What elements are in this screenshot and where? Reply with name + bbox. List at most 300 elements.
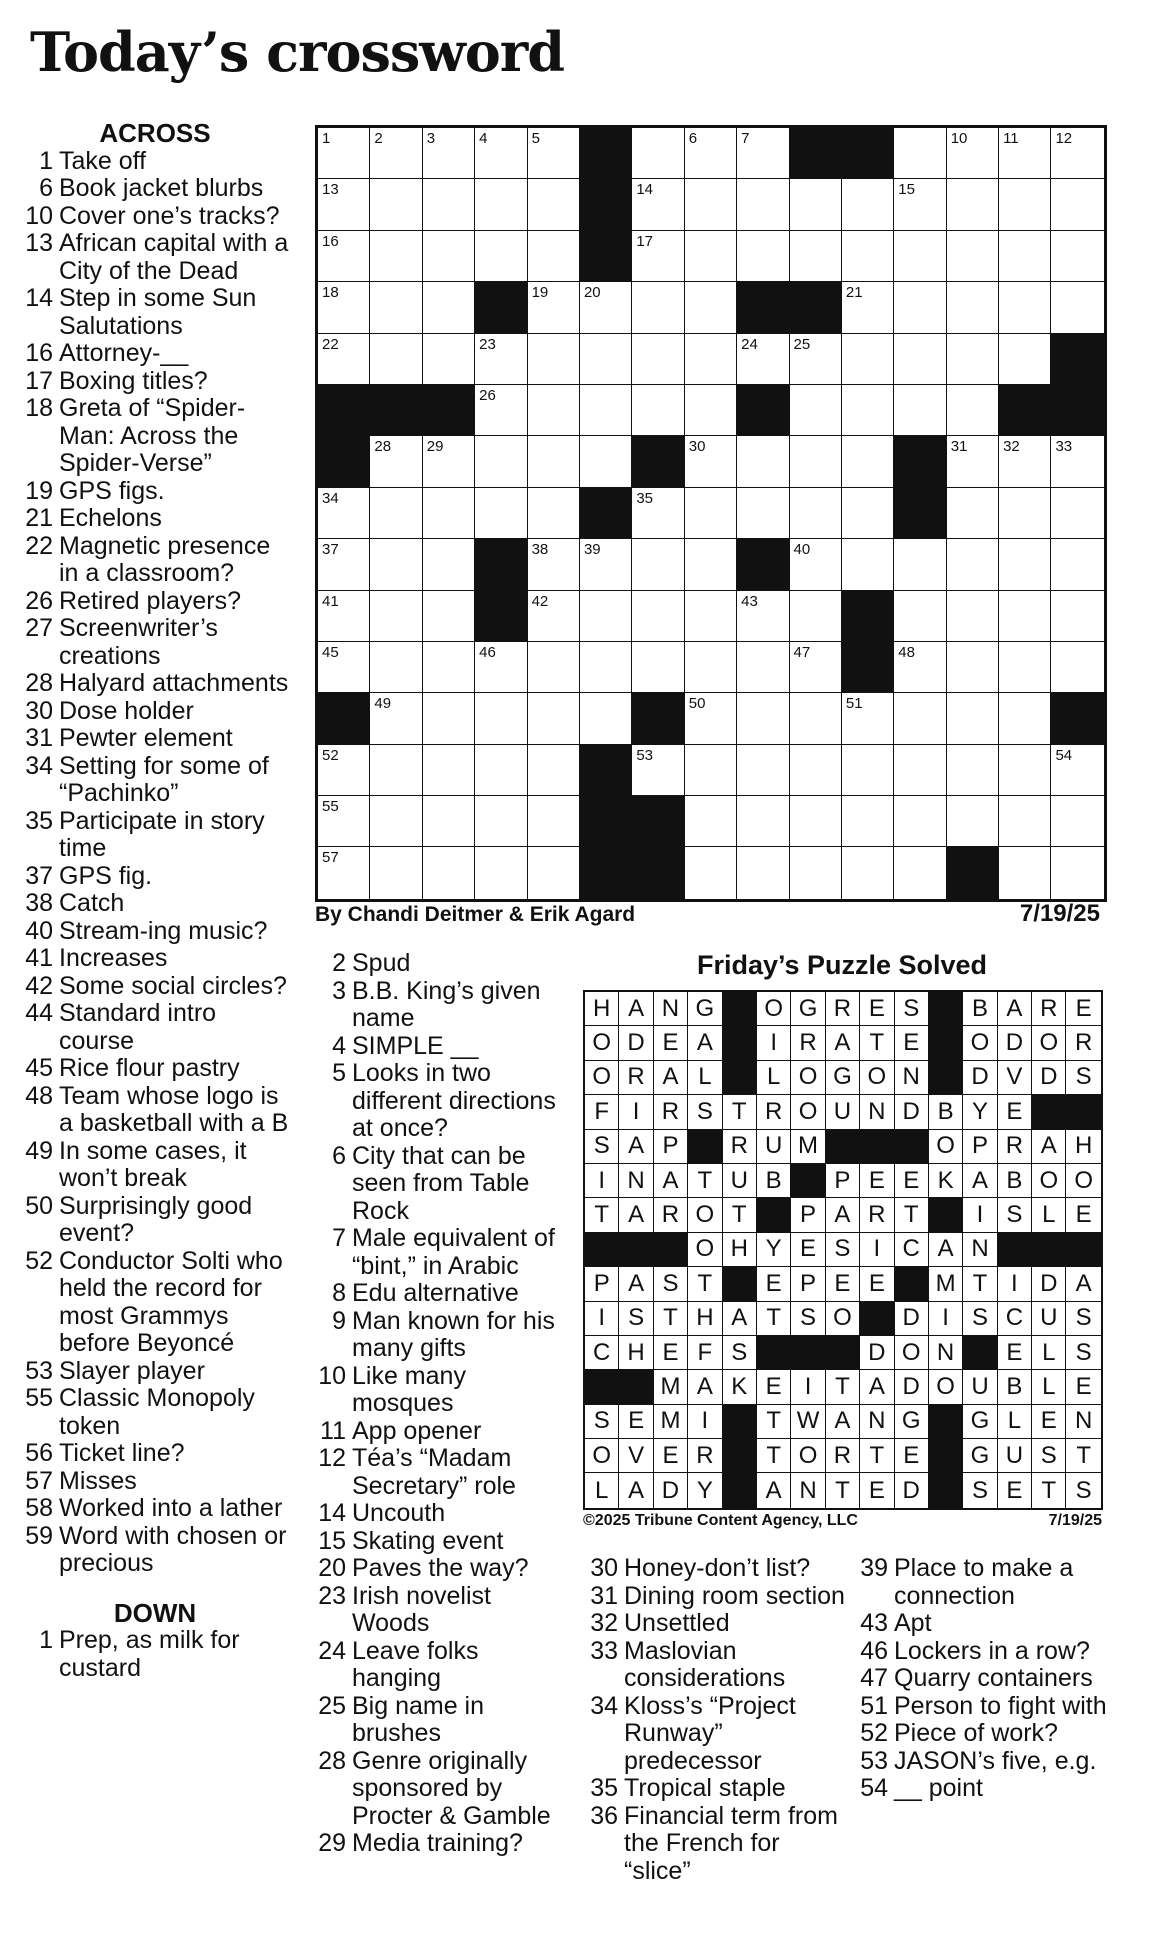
grid-cell[interactable] <box>790 334 842 385</box>
grid-cell[interactable] <box>894 847 946 898</box>
clue <box>15 285 295 340</box>
grid-cell[interactable] <box>842 488 894 539</box>
solution-letter: G <box>963 1405 997 1439</box>
clue-number: 40 <box>25 916 53 945</box>
grid-cell[interactable] <box>1051 642 1103 693</box>
grid-cell[interactable] <box>528 745 580 796</box>
black-square <box>1051 693 1103 744</box>
grid-cell[interactable] <box>842 693 894 744</box>
solution-letter: I <box>757 1026 791 1060</box>
grid-cell[interactable] <box>580 539 632 590</box>
grid-cell[interactable] <box>1051 436 1103 487</box>
grid-cell[interactable] <box>423 128 475 179</box>
solution-black-square <box>998 1233 1032 1267</box>
clue-column-3 <box>580 1555 848 1885</box>
clue-text: Male equivalent of “bint,” in Arabic <box>352 1224 555 1280</box>
clue-text: Uncouth <box>352 1499 446 1527</box>
clue-text: JASON’s five, e.g. <box>894 1746 1097 1775</box>
clue-text: Take off <box>59 146 147 175</box>
grid-cell[interactable] <box>475 693 527 744</box>
grid-cell[interactable] <box>475 179 527 230</box>
grid-cell[interactable] <box>685 179 737 230</box>
solution-letter: B <box>998 1370 1032 1404</box>
grid-cell[interactable] <box>685 693 737 744</box>
grid-cell[interactable] <box>423 847 475 898</box>
grid-cell[interactable] <box>370 179 422 230</box>
grid-cell[interactable] <box>947 539 999 590</box>
grid-cell[interactable] <box>318 179 370 230</box>
grid-cell[interactable] <box>423 796 475 847</box>
clue <box>15 1083 295 1138</box>
grid-cell[interactable] <box>999 488 1051 539</box>
grid-cell[interactable] <box>737 231 789 282</box>
grid-cell[interactable] <box>947 282 999 333</box>
grid-cell[interactable] <box>632 385 684 436</box>
grid-cell[interactable] <box>685 796 737 847</box>
black-square <box>370 385 422 436</box>
grid-cell[interactable] <box>737 591 789 642</box>
grid-cell[interactable] <box>790 796 842 847</box>
grid-cell[interactable] <box>1051 128 1103 179</box>
solution-letter: S <box>619 1302 653 1336</box>
grid-cell[interactable] <box>475 488 527 539</box>
solution-black-square <box>1066 1095 1100 1129</box>
grid-cell[interactable] <box>999 179 1051 230</box>
grid-cell[interactable] <box>370 693 422 744</box>
grid-cell[interactable] <box>894 693 946 744</box>
grid-cell[interactable] <box>999 745 1051 796</box>
grid-cell[interactable] <box>370 488 422 539</box>
solution-letter: E <box>654 1026 688 1060</box>
clue-text: Misses <box>59 1466 137 1495</box>
solution-letter: O <box>895 1336 929 1370</box>
grid-cell[interactable] <box>632 128 684 179</box>
grid-cell[interactable] <box>632 591 684 642</box>
grid-cell[interactable] <box>475 385 527 436</box>
grid-cell[interactable] <box>632 642 684 693</box>
grid-cell[interactable] <box>370 539 422 590</box>
solution-grid <box>583 990 1103 1510</box>
cell-number: 37 <box>322 541 339 559</box>
grid-cell[interactable] <box>999 436 1051 487</box>
grid-cell[interactable] <box>894 334 946 385</box>
clue-text: App opener <box>352 1416 482 1445</box>
grid-cell[interactable] <box>790 179 842 230</box>
solution-letter: A <box>929 1233 963 1267</box>
grid-cell[interactable] <box>790 847 842 898</box>
grid-cell[interactable] <box>842 796 894 847</box>
grid-cell[interactable] <box>737 745 789 796</box>
grid-cell[interactable] <box>423 334 475 385</box>
clue <box>308 978 563 1033</box>
clue <box>15 533 295 588</box>
grid-cell[interactable] <box>318 847 370 898</box>
grid-cell[interactable] <box>894 539 946 590</box>
grid-cell[interactable] <box>947 334 999 385</box>
grid-cell[interactable] <box>790 693 842 744</box>
solution-black-square <box>929 1026 963 1060</box>
grid-cell[interactable] <box>423 745 475 796</box>
grid-cell[interactable] <box>423 436 475 487</box>
grid-cell[interactable] <box>1051 179 1103 230</box>
grid-cell[interactable] <box>737 847 789 898</box>
grid-cell[interactable] <box>790 488 842 539</box>
clue <box>15 203 295 231</box>
grid-cell[interactable] <box>999 231 1051 282</box>
grid-cell[interactable] <box>528 488 580 539</box>
clue-text: Halyard attachments <box>59 669 289 697</box>
grid-cell[interactable] <box>999 282 1051 333</box>
grid-cell[interactable] <box>737 488 789 539</box>
clue-text: Participate in story time <box>59 806 265 862</box>
solution-letter: D <box>895 1473 929 1507</box>
grid-cell[interactable] <box>423 282 475 333</box>
clue-text: Person to fight with <box>894 1691 1107 1720</box>
grid-cell[interactable] <box>632 282 684 333</box>
grid-cell[interactable] <box>894 745 946 796</box>
solution-letter: M <box>929 1267 963 1301</box>
grid-cell[interactable] <box>580 591 632 642</box>
grid-cell[interactable] <box>947 693 999 744</box>
grid-cell[interactable] <box>894 385 946 436</box>
grid-cell[interactable] <box>842 847 894 898</box>
black-square <box>632 847 684 898</box>
grid-cell[interactable] <box>685 642 737 693</box>
solution-letter: R <box>826 1439 860 1473</box>
grid-cell[interactable] <box>1051 591 1103 642</box>
grid-cell[interactable] <box>947 796 999 847</box>
grid-cell[interactable] <box>632 231 684 282</box>
solution-letter: E <box>1066 1370 1100 1404</box>
grid-cell[interactable] <box>370 436 422 487</box>
grid-cell[interactable] <box>894 796 946 847</box>
page-title: Today’s crossword <box>30 20 564 84</box>
cell-number: 3 <box>426 130 436 147</box>
grid-cell[interactable] <box>894 179 946 230</box>
grid-cell[interactable] <box>947 642 999 693</box>
grid-cell[interactable] <box>580 642 632 693</box>
solution-letter: N <box>791 1473 825 1507</box>
grid-cell[interactable] <box>894 128 946 179</box>
grid-cell[interactable] <box>790 539 842 590</box>
grid-cell[interactable] <box>1051 796 1103 847</box>
grid-cell[interactable] <box>580 436 632 487</box>
clue-number: 10 <box>25 201 53 230</box>
solution-letter: L <box>688 1061 722 1095</box>
solution-letter: D <box>963 1061 997 1095</box>
clue-number: 8 <box>332 1279 346 1307</box>
solution-letter: T <box>1066 1439 1100 1473</box>
cell-number: 57 <box>322 849 339 867</box>
grid-cell[interactable] <box>947 591 999 642</box>
grid-cell[interactable] <box>685 591 737 642</box>
grid-cell[interactable] <box>318 591 370 642</box>
grid-cell[interactable] <box>685 539 737 590</box>
grid-cell[interactable] <box>475 128 527 179</box>
grid-cell[interactable] <box>685 282 737 333</box>
clue-column-4 <box>850 1555 1140 1803</box>
grid-cell[interactable] <box>790 231 842 282</box>
grid-cell[interactable] <box>894 642 946 693</box>
grid-cell[interactable] <box>999 642 1051 693</box>
grid-cell[interactable] <box>790 745 842 796</box>
cell-number: 30 <box>688 438 706 456</box>
solution-letter: P <box>654 1130 688 1164</box>
grid-cell[interactable] <box>370 847 422 898</box>
solution-black-square <box>791 1336 825 1370</box>
grid-cell[interactable] <box>685 436 737 487</box>
grid-cell[interactable] <box>947 436 999 487</box>
solution-letter: S <box>1066 1302 1100 1336</box>
solution-letter: C <box>895 1233 929 1267</box>
grid-cell[interactable] <box>737 179 789 230</box>
grid-cell[interactable] <box>685 231 737 282</box>
grid-cell[interactable] <box>999 591 1051 642</box>
black-square <box>475 591 527 642</box>
black-square <box>894 488 946 539</box>
grid-cell[interactable] <box>737 128 789 179</box>
grid-cell[interactable] <box>999 693 1051 744</box>
solution-letter: L <box>998 1405 1032 1439</box>
grid-cell[interactable] <box>528 282 580 333</box>
grid-cell[interactable] <box>528 436 580 487</box>
black-square <box>580 179 632 230</box>
solution-letter: U <box>998 1439 1032 1473</box>
grid-cell[interactable] <box>423 231 475 282</box>
grid-cell[interactable] <box>528 385 580 436</box>
grid-cell[interactable] <box>685 334 737 385</box>
grid-cell[interactable] <box>580 334 632 385</box>
grid-cell[interactable] <box>423 693 475 744</box>
grid-cell[interactable] <box>475 847 527 898</box>
solution-letter: R <box>619 1061 653 1095</box>
grid-cell[interactable] <box>842 282 894 333</box>
grid-cell[interactable] <box>475 642 527 693</box>
solution-black-square <box>723 1405 757 1439</box>
grid-cell[interactable] <box>423 488 475 539</box>
solution-letter: T <box>654 1302 688 1336</box>
grid-cell[interactable] <box>947 488 999 539</box>
grid-cell[interactable] <box>1051 847 1103 898</box>
grid-cell[interactable] <box>318 796 370 847</box>
grid-cell[interactable] <box>423 591 475 642</box>
clue-text: Apt <box>894 1609 932 1637</box>
clue <box>15 698 295 726</box>
grid-cell[interactable] <box>318 231 370 282</box>
clue-text: GPS fig. <box>59 861 153 890</box>
grid-cell[interactable] <box>528 128 580 179</box>
grid-cell[interactable] <box>632 539 684 590</box>
grid-cell[interactable] <box>790 385 842 436</box>
solution-letter: P <box>791 1267 825 1301</box>
solution-letter: S <box>688 1095 722 1129</box>
grid-cell[interactable] <box>423 179 475 230</box>
solution-letter: O <box>1032 1164 1066 1198</box>
grid-cell[interactable] <box>318 745 370 796</box>
grid-cell[interactable] <box>528 642 580 693</box>
clue-number: 18 <box>25 394 53 422</box>
cell-number: 25 <box>793 335 811 353</box>
grid-cell[interactable] <box>1051 539 1103 590</box>
grid-cell[interactable] <box>1051 282 1103 333</box>
solution-black-square <box>619 1233 653 1267</box>
solution-letter: I <box>791 1370 825 1404</box>
grid-cell[interactable] <box>999 539 1051 590</box>
black-square <box>790 128 842 179</box>
copyright: ©2025 Tribune Content Agency, LLC <box>583 1512 858 1529</box>
solution-letter: D <box>895 1095 929 1129</box>
grid-cell[interactable] <box>475 745 527 796</box>
grid-cell[interactable] <box>947 231 999 282</box>
grid-cell[interactable] <box>999 334 1051 385</box>
grid-cell[interactable] <box>318 334 370 385</box>
cell-number: 20 <box>583 284 601 302</box>
grid-cell[interactable] <box>370 591 422 642</box>
clue-number: 15 <box>318 1526 346 1555</box>
grid-cell[interactable] <box>842 334 894 385</box>
grid-cell[interactable] <box>790 591 842 642</box>
grid-cell[interactable] <box>947 128 999 179</box>
solution-black-square <box>929 1061 963 1095</box>
grid-cell[interactable] <box>370 334 422 385</box>
grid-cell[interactable] <box>947 179 999 230</box>
grid-cell[interactable] <box>842 745 894 796</box>
grid-cell[interactable] <box>475 436 527 487</box>
solution-letter: S <box>963 1302 997 1336</box>
solution-letter: E <box>757 1267 791 1301</box>
clue-number: 34 <box>590 1691 618 1720</box>
solution-letter: T <box>723 1095 757 1129</box>
solution-letter: A <box>723 1302 757 1336</box>
solution-letter: E <box>860 1164 894 1198</box>
grid-cell[interactable] <box>370 282 422 333</box>
grid-cell[interactable] <box>475 334 527 385</box>
solution-letter: P <box>963 1130 997 1164</box>
grid-cell[interactable] <box>370 642 422 693</box>
grid-cell[interactable] <box>894 591 946 642</box>
grid-cell[interactable] <box>737 642 789 693</box>
solution-black-square <box>860 1302 894 1336</box>
grid-cell[interactable] <box>790 642 842 693</box>
solution-letter: W <box>791 1405 825 1439</box>
grid-cell[interactable] <box>737 334 789 385</box>
grid-cell[interactable] <box>528 591 580 642</box>
grid-cell[interactable] <box>1051 745 1103 796</box>
grid-cell[interactable] <box>632 179 684 230</box>
clue <box>308 1225 563 1280</box>
grid-cell[interactable] <box>318 282 370 333</box>
black-square <box>842 591 894 642</box>
cell-number: 29 <box>426 438 444 456</box>
solution-letter: B <box>757 1164 791 1198</box>
grid-cell[interactable] <box>423 539 475 590</box>
cell-number: 48 <box>898 643 915 661</box>
grid-cell[interactable] <box>580 693 632 744</box>
grid-cell[interactable] <box>842 539 894 590</box>
solution-letter: S <box>791 1302 825 1336</box>
grid-cell[interactable] <box>737 436 789 487</box>
byline: By Chandi Deitmer & Erik Agard <box>315 903 636 926</box>
grid-cell[interactable] <box>528 796 580 847</box>
grid-cell[interactable] <box>737 796 789 847</box>
grid-cell[interactable] <box>528 231 580 282</box>
grid-cell[interactable] <box>423 642 475 693</box>
solution-letter: O <box>963 1026 997 1060</box>
solution-letter: A <box>619 1198 653 1232</box>
grid-cell[interactable] <box>999 847 1051 898</box>
solution-letter: R <box>757 1095 791 1129</box>
black-square <box>999 385 1051 436</box>
solution-letter: O <box>929 1370 963 1404</box>
grid-cell[interactable] <box>632 488 684 539</box>
grid-cell[interactable] <box>318 539 370 590</box>
clue-text: Step in some Sun Salutations <box>59 284 257 340</box>
grid-cell[interactable] <box>528 334 580 385</box>
grid-cell[interactable] <box>528 693 580 744</box>
grid-cell[interactable] <box>947 385 999 436</box>
grid-cell[interactable] <box>842 385 894 436</box>
clue-text: Ticket line? <box>59 1439 185 1467</box>
grid-cell[interactable] <box>790 436 842 487</box>
grid-cell[interactable] <box>528 179 580 230</box>
grid-cell[interactable] <box>685 488 737 539</box>
grid-cell[interactable] <box>632 745 684 796</box>
clue <box>850 1720 1140 1748</box>
grid-cell[interactable] <box>580 282 632 333</box>
clue-column-2 <box>308 950 563 1858</box>
grid-cell[interactable] <box>894 282 946 333</box>
clue <box>15 1495 295 1523</box>
grid-cell[interactable] <box>370 745 422 796</box>
solution-letter: I <box>963 1198 997 1232</box>
grid-cell[interactable] <box>475 796 527 847</box>
grid-cell[interactable] <box>370 796 422 847</box>
grid-cell[interactable] <box>842 231 894 282</box>
grid-cell[interactable] <box>685 128 737 179</box>
grid-cell[interactable] <box>370 231 422 282</box>
grid-cell[interactable] <box>999 796 1051 847</box>
grid-cell[interactable] <box>318 488 370 539</box>
solution-black-square <box>1066 1233 1100 1267</box>
grid-cell[interactable] <box>370 128 422 179</box>
grid-cell[interactable] <box>528 539 580 590</box>
grid-cell[interactable] <box>842 436 894 487</box>
grid-cell[interactable] <box>318 642 370 693</box>
grid-cell[interactable] <box>528 847 580 898</box>
grid-cell[interactable] <box>894 231 946 282</box>
grid-cell[interactable] <box>580 385 632 436</box>
clue-text: Greta of “Spider-Man: Across the Spider-Verse” <box>59 394 246 477</box>
clue <box>308 1033 563 1061</box>
solution-black-square <box>757 1336 791 1370</box>
solution-letter: O <box>791 1439 825 1473</box>
solution-letter: N <box>619 1164 653 1198</box>
grid-cell[interactable] <box>999 128 1051 179</box>
grid-cell[interactable] <box>318 128 370 179</box>
grid-cell[interactable] <box>685 745 737 796</box>
grid-cell[interactable] <box>685 385 737 436</box>
cell-number: 55 <box>322 798 339 816</box>
grid-cell[interactable] <box>1051 231 1103 282</box>
clue-number: 51 <box>860 1691 888 1720</box>
grid-cell[interactable] <box>685 847 737 898</box>
grid-cell[interactable] <box>1051 488 1103 539</box>
grid-cell[interactable] <box>475 231 527 282</box>
grid-cell[interactable] <box>842 179 894 230</box>
grid-cell[interactable] <box>737 693 789 744</box>
grid-cell[interactable] <box>632 334 684 385</box>
grid-cell[interactable] <box>947 745 999 796</box>
